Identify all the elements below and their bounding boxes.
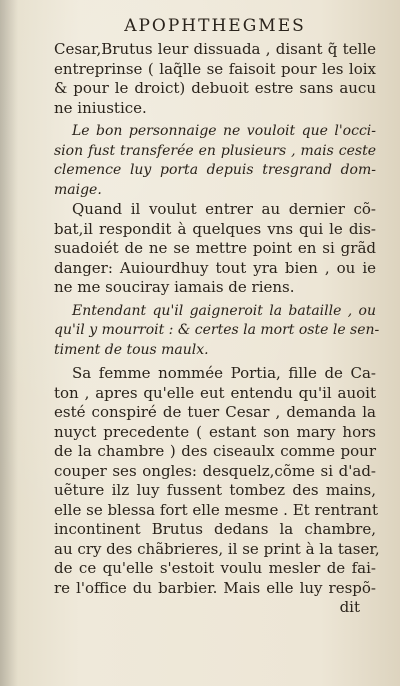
text-line: Quand il voulut entrer au dernier cõ- xyxy=(72,200,376,218)
text-line: suadoiét de ne se mettre point en si grãd xyxy=(54,239,376,257)
text-line: Entendant qu'il gaigneroit la bataille , ou xyxy=(72,302,376,319)
catchword: dit xyxy=(339,598,360,616)
italic-commentary-2 xyxy=(54,302,380,361)
paragraph-1 xyxy=(54,40,376,118)
text-line: ne iniustice. xyxy=(54,98,147,117)
text-line: incontinent Brutus dedans la chambre, xyxy=(54,520,376,538)
text-line: au cry des chãbrieres, il se print à la taser, xyxy=(54,539,380,558)
text-line: Cesar,Brutus leur dissuada , disant q̃ telle xyxy=(54,40,376,58)
text-line: couper ses ongles: desquelz,cõme si d'ad- xyxy=(54,461,376,480)
text-line: clemence luy porta depuis tresgrand dom- xyxy=(54,162,376,178)
text-line: timent de tous maulx. xyxy=(54,341,209,358)
text-line: de ce qu'elle s'estoit voulu mesler de fai- xyxy=(54,559,376,577)
text-line: qu'il y mourroit : & certes la mort oste le sen- xyxy=(54,322,380,338)
text-line: ton , apres qu'elle eut entendu qu'il auoit xyxy=(54,383,376,402)
text-line: ne me souciray iamais de riens. xyxy=(54,278,295,296)
text-line: uẽture ilz luy fussent tombez des mains, xyxy=(54,481,376,499)
paragraph-3 xyxy=(54,364,380,598)
text-line: Sa femme nommée Portia, fille de Ca- xyxy=(72,364,376,382)
text-line: danger: Auiourdhuy tout yra bien , ou ie xyxy=(54,258,376,277)
text-line: sion fust transferée en plusieurs , mais ceste xyxy=(54,142,376,159)
page-gutter-shadow xyxy=(0,0,18,686)
text-line: re l'office du barbier. Mais elle luy respõ- xyxy=(54,578,376,597)
paragraph-2 xyxy=(54,200,376,298)
text-line: & pour le droict) debuoit estre sans aucu xyxy=(54,79,376,97)
running-head: APOPHTHEGMES xyxy=(124,16,306,36)
text-line: bat,il respondit à quelques vns qui le dis- xyxy=(54,219,376,238)
text-line: elle se blessa fort elle mesme . Et rentrant xyxy=(54,500,378,519)
text-line: de la chambre ) des ciseaulx comme pour xyxy=(54,442,376,460)
italic-commentary-1 xyxy=(54,122,376,200)
text-line: esté conspiré de tuer Cesar , demanda la xyxy=(54,403,376,421)
text-line: nuyct precedente ( estant son mary hors xyxy=(54,422,376,441)
text-line: entreprinse ( laq̃lle se faisoit pour les loix xyxy=(54,59,376,78)
text-line: maige. xyxy=(54,181,102,198)
text-line: Le bon personnaige ne vouloit que l'occi- xyxy=(72,123,376,139)
